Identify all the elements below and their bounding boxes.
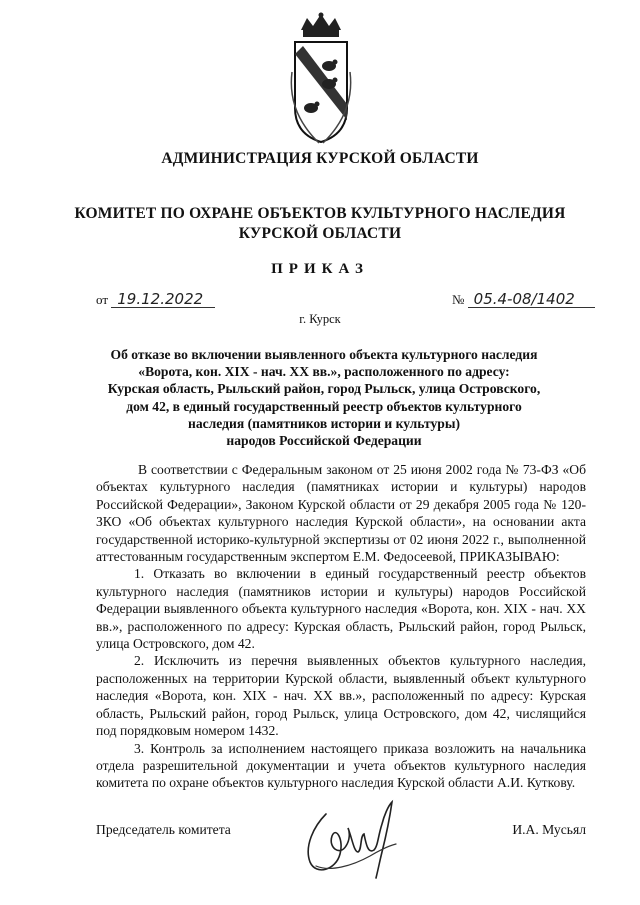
order-item-2: 2. Исключить из перечня выявленных объектов культурного наследия, расположенных на территории Курской области, выявленный объект культурного наследия «Ворота, кон. XIX - нач. XX вв.», расположенный по адресу: Курская область, Рыльский район, город Рыльск, улица Островского, дом 42, числящийся под порядковым номером 1432.: [96, 653, 586, 739]
coat-of-arms-icon: [289, 12, 353, 144]
subject-block: [96, 346, 552, 449]
date-row: [96, 292, 215, 308]
document-type-title: ПРИКАЗ: [271, 261, 369, 277]
order-body: [96, 461, 586, 792]
number-value: 05.4-08/1402: [468, 292, 595, 308]
number-row: [452, 292, 595, 308]
date-prefix: от: [96, 292, 109, 307]
subject-line: Об отказе во включении выявленного объекта культурного наследия: [110, 347, 538, 362]
subject-line: народов Российской Федерации: [226, 433, 422, 449]
city-label: г. Курск: [299, 312, 341, 326]
number-prefix: №: [452, 292, 465, 307]
preamble-paragraph: [96, 461, 586, 565]
handwritten-signature-icon: [296, 796, 408, 884]
subject-line: Курская область, Рыльский район, город Рыльск, улица Островского,: [107, 381, 541, 397]
committee-title-line2: КУРСКОЙ ОБЛАСТИ: [238, 225, 402, 242]
order-item-3: 3. Контроль за исполнением настоящего приказа возложить на начальника отдела разрешительной документации и учета объектов культурного наследия комитета по охране объектов культурного наследия Курской области А.И. Куткову.: [96, 740, 586, 791]
date-value: 19.12.2022: [111, 292, 215, 308]
order-word: ПРИКАЗЫВАЮ:: [459, 549, 560, 565]
order-item-1: 1. Отказать во включении в единый государственный реестр объектов культурного наследия (памятников истории и культуры) народов Российской Федерации выявленного объекта культурного наследия «Ворота, кон. XIX - нач. XX вв.», расположенного по адресу: Курская область, Рыльский район, город Рыльск, улица Островского, дом 42.: [96, 566, 586, 652]
signer-name: И.А. Мусьял: [512, 822, 586, 837]
preamble-text: В соответствии с Федеральным законом от 25 июня 2002 года № 73-ФЗ «Об объектах культурного наследия (памятниках истории и культуры) народов Российской Федерации», Законом Курской области от 29 декабря 2005 года № 120-ЗКО «Об объектах культурного наследия Курской области», на основании акта государственной историко-культурной экспертизы от 02 июня 2022 г., выполненной аттестованным государственным экспертом Е.М. Федосеевой,: [96, 462, 586, 565]
subject-line: дом 42, в единый государственный реестр объектов культурного: [126, 398, 522, 414]
administration-title: АДМИНИСТРАЦИЯ КУРСКОЙ ОБЛАСТИ: [161, 150, 479, 167]
subject-line: наследия (памятников истории и культуры): [188, 415, 460, 431]
signer-position: Председатель комитета: [96, 822, 231, 837]
subject-line: «Ворота, кон. XIX - нач. XX вв.», расположенного по адресу:: [138, 364, 510, 380]
committee-title-line1: КОМИТЕТ ПО ОХРАНЕ ОБЪЕКТОВ КУЛЬТУРНОГО НАСЛЕДИЯ: [74, 205, 566, 222]
